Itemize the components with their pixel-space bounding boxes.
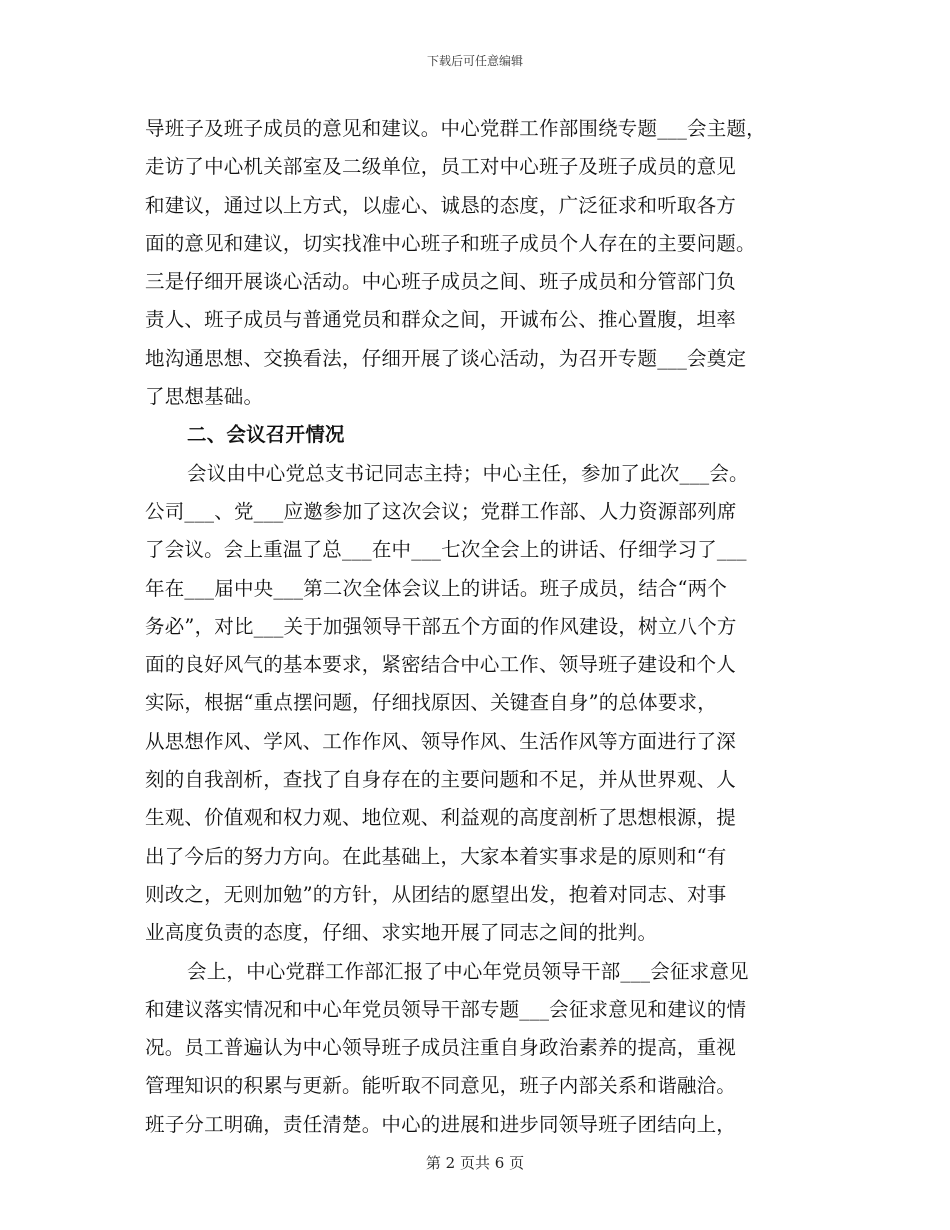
text-line: 公司___、党___应邀参加了这次会议；党群工作部、人力资源部列席 bbox=[145, 499, 737, 523]
text-line: 出了今后的努力方向。在此基础上，大家本着实事求是的原则和“有 bbox=[145, 844, 727, 868]
text-line: 业高度负责的态度，仔细、求实地开展了同志之间的批判。 bbox=[145, 921, 658, 945]
text-line: 地沟通思想、交换看法，仔细开展了谈心活动，为召开专题___会奠定 bbox=[145, 346, 747, 370]
text-line: 班子分工明确，责任清楚。中心的进展和进步同领导班子团结向上， bbox=[145, 1112, 737, 1136]
text-line: 务必”，对比___关于加强领导干部五个方面的作风建设，树立八个方 bbox=[145, 614, 737, 638]
text-line: 责人、班子成员与普通党员和群众之间，开诚布公、推心置腹，坦率 bbox=[145, 308, 737, 332]
text-line: 和建议，通过以上方式，以虚心、诚恳的态度，广泛征求和听取各方 bbox=[145, 193, 737, 217]
text-line: 年在___届中央___第二次全体会议上的讲话。班子成员，结合“两个 bbox=[145, 576, 728, 600]
text-line: 况。员工普遍认为中心领导班子成员注重自身政治素养的提高，重视 bbox=[145, 1036, 737, 1060]
text-line: 从思想作风、学风、工作作风、领导作风、生活作风等方面进行了深 bbox=[145, 729, 737, 753]
text-line: 三是仔细开展谈心活动。中心班子成员之间、班子成员和分管部门负 bbox=[145, 270, 737, 294]
text-line: 会上，中心党群工作部汇报了中心年党员领导干部___会征求意见 bbox=[187, 959, 749, 983]
text-line: 生观、价值观和权力观、地位观、利益观的高度剖析了思想根源，提 bbox=[145, 806, 737, 830]
text-line: 导班子及班子成员的意见和建议。中心党群工作部围绕专题___会主题， bbox=[145, 117, 766, 140]
text-line: 面的意见和建议，切实找准中心班子和班子成员个人存在的主要问题。 bbox=[145, 231, 756, 255]
text-line: 了会议。会上重温了总___在中___七次全会上的讲话、仔细学习了___ bbox=[145, 538, 747, 562]
text-line: 了思想基础。 bbox=[145, 385, 264, 409]
text-line: 管理知识的积累与更新。能听取不同意见，班子内部关系和谐融洽。 bbox=[145, 1074, 737, 1098]
text-line: 则改之，无则加勉”的方针，从团结的愿望出发，抱着对同志、对事 bbox=[145, 882, 727, 906]
text-line: 走访了中心机关部室及二级单位，员工对中心班子及班子成员的意见 bbox=[145, 155, 737, 179]
text-line: 会议由中心党总支书记同志主持；中心主任，参加了此次___会。 bbox=[187, 461, 749, 485]
text-line: 和建议落实情况和中心年党员领导干部专题___会征求意见和建议的情 bbox=[145, 997, 747, 1021]
page-number: 第 2 页共 6 页 bbox=[425, 1154, 525, 1172]
section-heading: 二、会议召开情况 bbox=[187, 423, 345, 447]
text-line: 面的良好风气的基本要求，紧密结合中心工作、领导班子建设和个人 bbox=[145, 653, 737, 677]
text-line: 刻的自我剖析，查找了自身存在的主要问题和不足，并从世界观、人 bbox=[145, 768, 737, 792]
page-header-note: 下载后可任意编辑 bbox=[426, 54, 523, 68]
text-line: 实际，根据“重点摆问题，仔细找原因、关键查自身”的总体要求， bbox=[145, 691, 717, 715]
document-body bbox=[145, 110, 805, 1144]
